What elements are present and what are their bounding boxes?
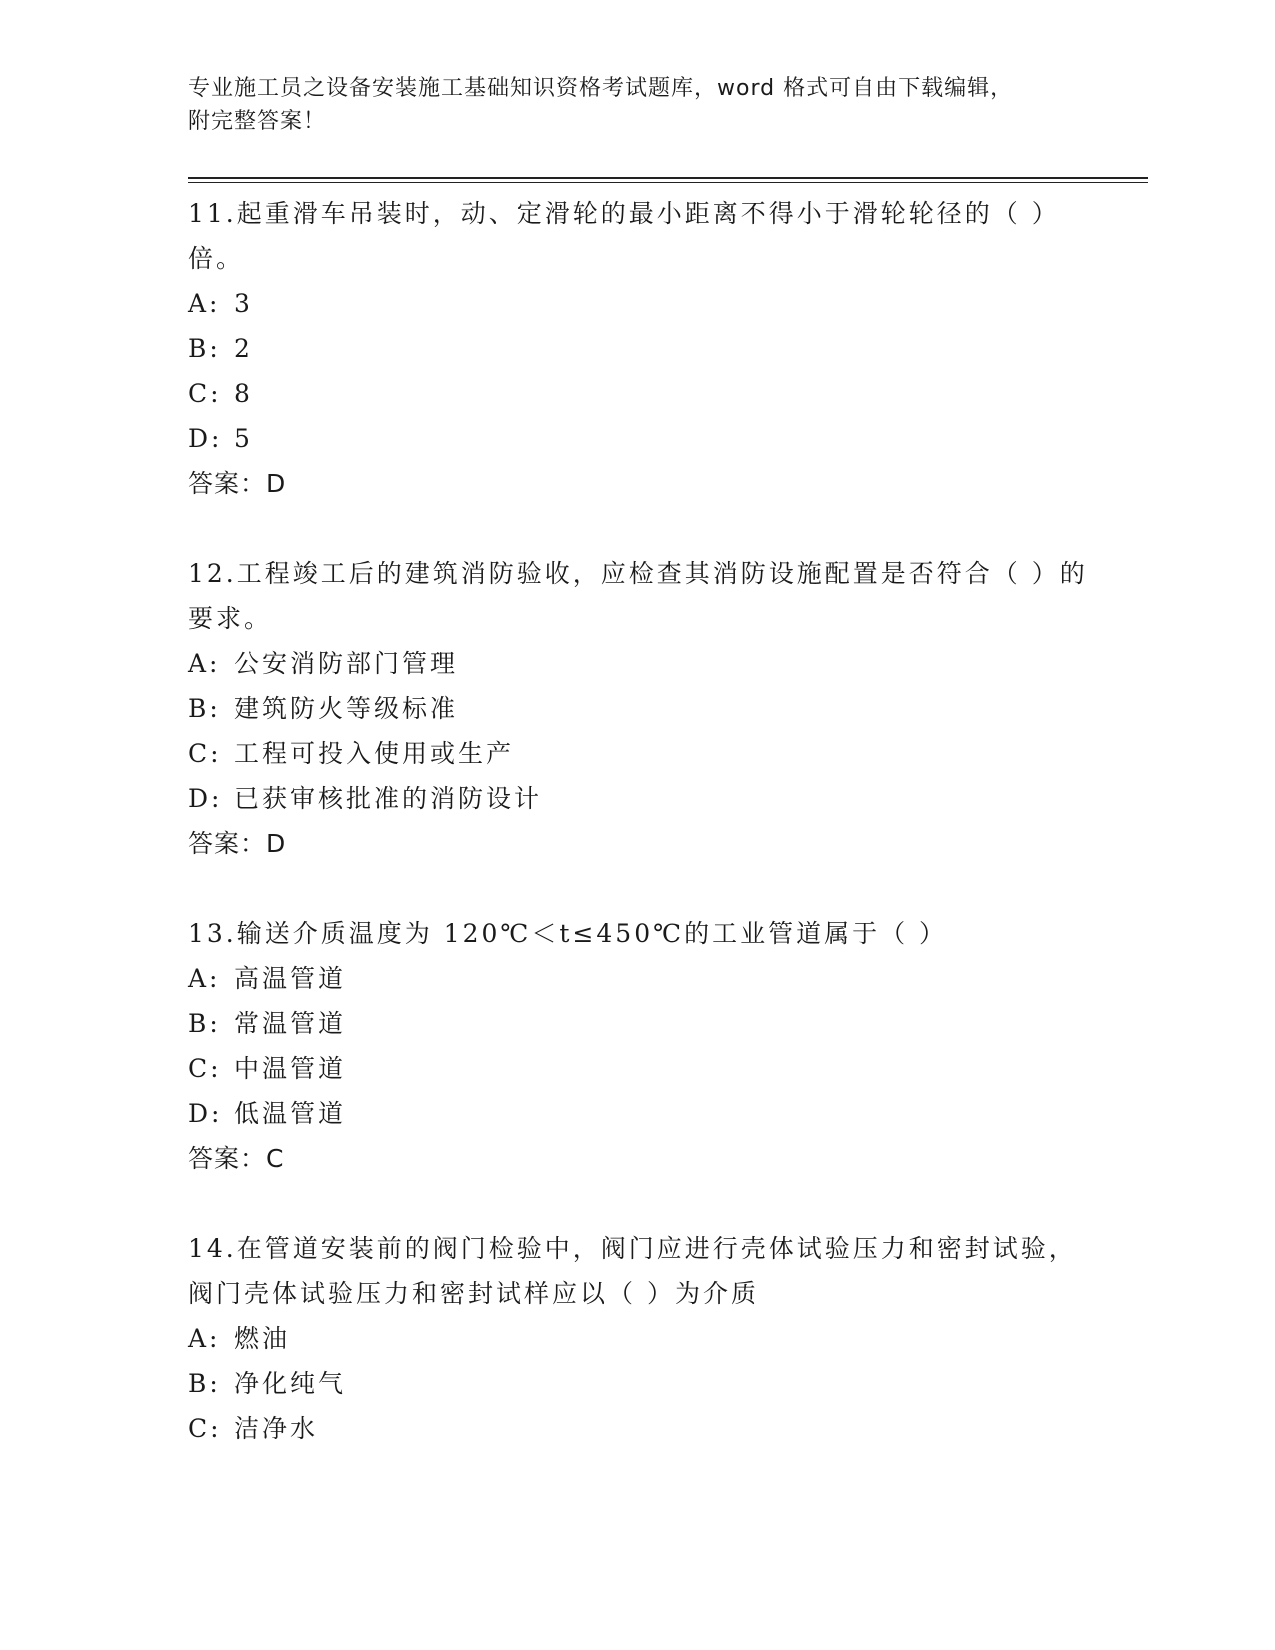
question-number: 12. [188, 559, 237, 588]
option-c [188, 371, 1148, 416]
option-letter: C: [188, 1414, 222, 1443]
option-c [188, 1406, 1148, 1451]
option-text: 高温管道 [234, 964, 347, 993]
option-d [188, 1091, 1148, 1136]
option-text: 洁净水 [234, 1414, 319, 1443]
option-b [188, 1001, 1148, 1046]
option-c [188, 1046, 1148, 1091]
question-list [188, 191, 1148, 1496]
option-a [188, 1316, 1148, 1361]
question-text: 在管道安装前的阀门检验中，阀门应进行壳体试验压力和密封试验，阀门壳体试验压力和密封试样应以（ ）为介质 [188, 1234, 1077, 1308]
option-letter: B: [188, 334, 221, 363]
answer-line: 答案：D [188, 829, 287, 858]
option-letter: A: [188, 1324, 221, 1353]
question-stem [188, 191, 1088, 281]
question-number: 14. [188, 1234, 237, 1263]
question-text: 工程竣工后的建筑消防验收，应检查其消防设施配置是否符合（ ）的要求。 [188, 559, 1088, 633]
option-d [188, 416, 1148, 461]
option-text: 中温管道 [234, 1054, 347, 1083]
answer-line: 答案：D [188, 469, 287, 498]
option-text: 建筑防火等级标准 [234, 694, 459, 723]
option-text: 工程可投入使用或生产 [234, 739, 515, 768]
option-b [188, 326, 1148, 371]
option-a [188, 281, 1148, 326]
option-d [188, 776, 1148, 821]
option-text: 5 [234, 424, 253, 453]
option-letter: A: [188, 289, 221, 318]
option-text: 8 [234, 379, 253, 408]
header-divider [188, 177, 1148, 183]
option-text: 3 [234, 289, 253, 318]
question-number: 11. [188, 199, 237, 228]
question-11 [188, 191, 1148, 506]
option-letter: C: [188, 1054, 222, 1083]
document-header [188, 72, 1088, 138]
option-text: 低温管道 [234, 1099, 347, 1128]
option-letter: B: [188, 694, 221, 723]
option-letter: D: [188, 784, 223, 813]
option-text: 2 [234, 334, 253, 363]
option-letter: A: [188, 649, 221, 678]
option-text: 燃油 [234, 1324, 291, 1353]
question-number: 13. [188, 919, 237, 948]
option-c [188, 731, 1148, 776]
option-b [188, 686, 1148, 731]
question-text: 起重滑车吊装时，动、定滑轮的最小距离不得小于滑轮轮径的（ ）倍。 [188, 199, 1060, 273]
header-line-2: 附完整答案！ [188, 109, 327, 134]
option-text: 公安消防部门管理 [234, 649, 459, 678]
option-text: 净化纯气 [234, 1369, 347, 1398]
option-letter: C: [188, 739, 222, 768]
option-a [188, 956, 1148, 1001]
question-13 [188, 911, 1148, 1181]
question-stem [188, 911, 1088, 956]
answer-line: 答案：C [188, 1144, 285, 1173]
option-letter: D: [188, 424, 223, 453]
option-letter: B: [188, 1009, 221, 1038]
option-letter: B: [188, 1369, 221, 1398]
question-stem [188, 551, 1088, 641]
option-b [188, 1361, 1148, 1406]
option-letter: D: [188, 1099, 223, 1128]
option-letter: A: [188, 964, 221, 993]
option-letter: C: [188, 379, 222, 408]
option-text: 常温管道 [234, 1009, 347, 1038]
question-stem [188, 1226, 1088, 1316]
question-12 [188, 551, 1148, 866]
header-line-1: 专业施工员之设备安装施工基础知识资格考试题库，word 格式可自由下载编辑， [188, 76, 1014, 101]
question-14 [188, 1226, 1148, 1451]
option-text: 已获审核批准的消防设计 [234, 784, 543, 813]
question-text: 输送介质温度为 120℃＜t≤450℃的工业管道属于（ ） [236, 919, 948, 948]
option-a [188, 641, 1148, 686]
